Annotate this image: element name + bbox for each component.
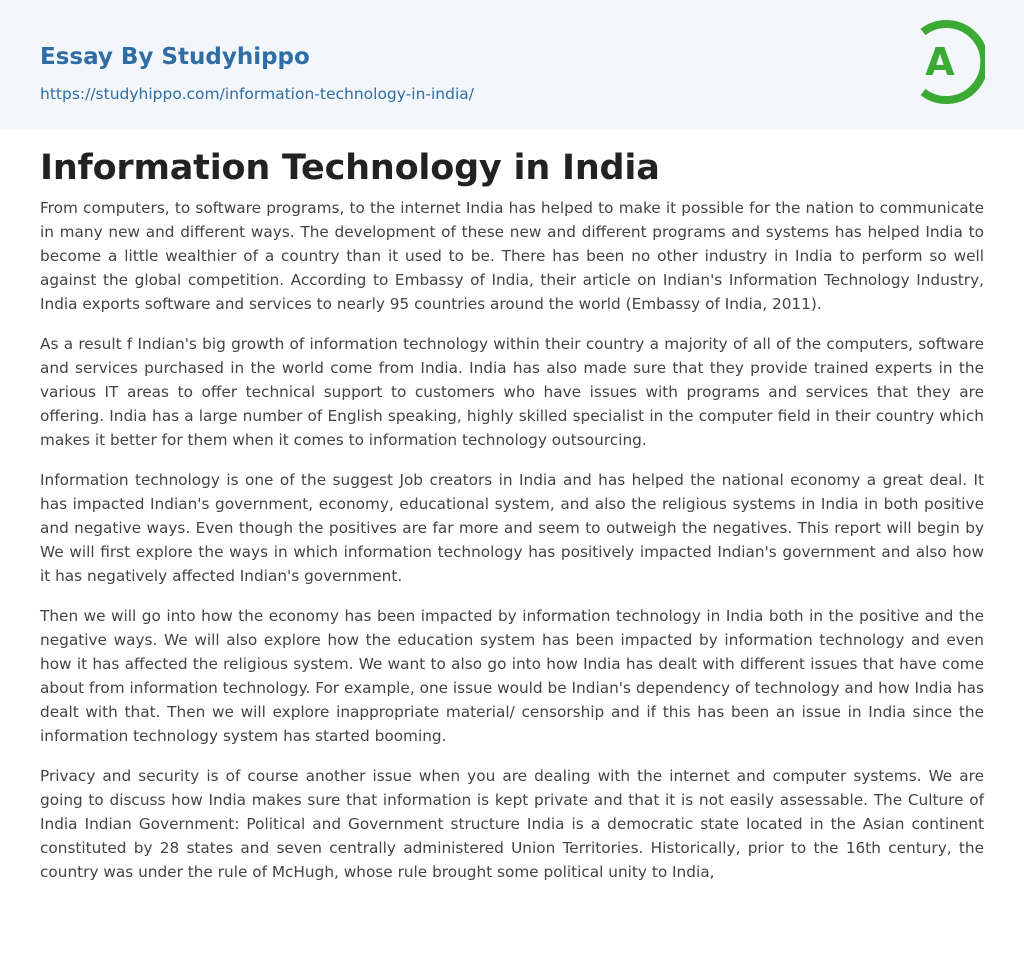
studyhippo-logo-icon[interactable] (913, 19, 985, 105)
essay-paragraph-3: Information technology is one of the suggest Job creators in India and has helped the national economy a great deal. It has impacted Indian's government, economy, educational system, and also the religious systems in India in both positive and negative ways. Even though the positives are far more and seem to outweigh the negatives. This report will begin by We will first explore the ways in which information technology has positively impacted Indian's government and also how it has negatively affected Indian's government. (40, 471, 984, 585)
essay-url-link[interactable]: https://studyhippo.com/information-technology-in-india/ (40, 85, 474, 103)
brand-title[interactable]: Essay By Studyhippo (40, 44, 310, 70)
essay-paragraph-4: Then we will go into how the economy has been impacted by information technology in India both in the positive and the negative ways. We will also explore how the education system has been impacted by information technology and even how it has affected the religious system. We want to also go into how India has dealt with different issues that have come about from information technology. For example, one issue would be Indian's dependency of technology and how India has dealt with that. Then we will explore inappropriate material/ censorship and if this has been an issue in India since the information technology system has started booming. (40, 607, 984, 745)
essay-title: Information Technology in India (40, 148, 660, 188)
essay-paragraph-1: From computers, to software programs, to the internet India has helped to make it possible for the nation to communicate in many new and different ways. The development of these new and different programs and systems has helped India to become a little wealthier of a country than it used to be. There has been no other industry in India to perform so well against the global competition. According to Embassy of India, their article on Indian's Information Technology Industry, India exports software and services to nearly 95 countries around the world (Embassy of India, 2011). (40, 199, 984, 313)
logo-letter: A (925, 40, 955, 84)
essay-content (0, 146, 1024, 884)
site-header (0, 0, 1024, 129)
essay-paragraph-2: As a result f Indian's big growth of information technology within their country a majority of all of the computers, software and services purchased in the world come from India. India has also made sure that they provide trained experts in the various IT areas to offer technical support to customers who have issues with programs and services that they are offering. India has a large number of English speaking, highly skilled specialist in the computer field in their country which makes it better for them when it comes to information technology outsourcing. (40, 335, 984, 449)
essay-paragraph-5: Privacy and security is of course another issue when you are dealing with the internet and computer systems. We are going to discuss how India makes sure that information is kept private and that it is not easily assessable. The Culture of India Indian Government: Political and Government structure India is a democratic state located in the Asian continent constituted by 28 states and seven centrally administered Union Territories. Historically, prior to the 16th century, the country was under the rule of McHugh, whose rule brought some political unity to India, (40, 767, 984, 881)
